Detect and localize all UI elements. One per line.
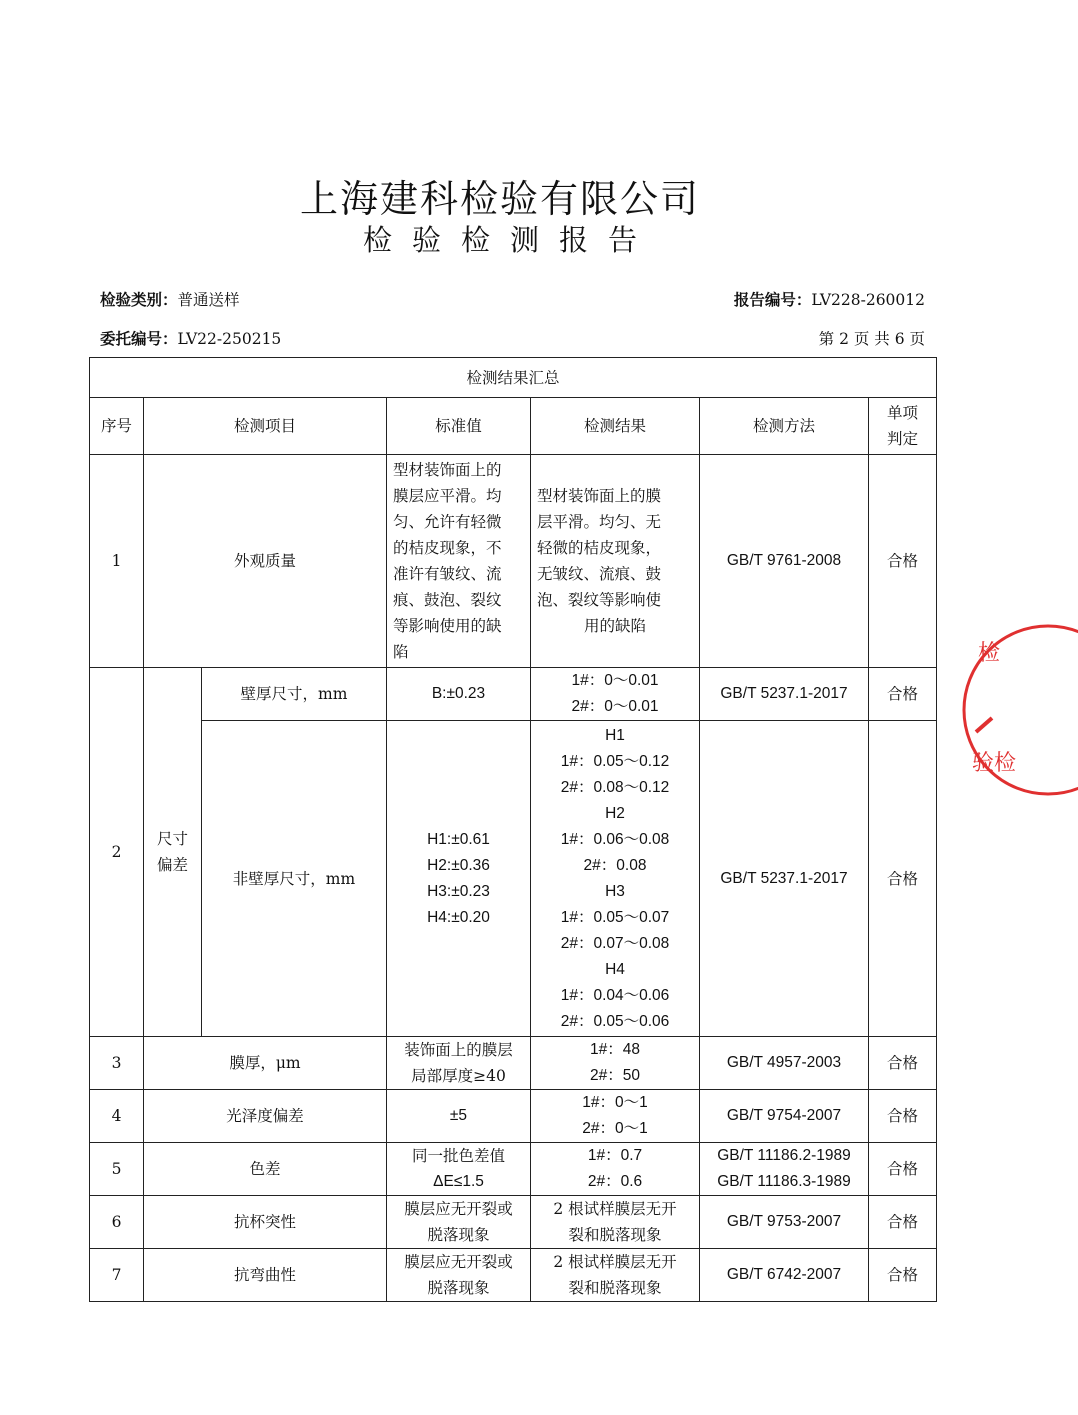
row1-standard <box>387 455 531 668</box>
row5-method-line: GB/T 11186.3-1989 <box>717 1173 851 1190</box>
seal-mark <box>976 718 992 732</box>
row5-verdict: 合格 <box>869 1143 937 1196</box>
row2-sub2-result-line: 1#：0.04～0.06 <box>560 986 670 1004</box>
row2-sub2-result-line: 1#：0.05～0.12 <box>560 752 670 770</box>
inspection-seal-stamp <box>958 620 1078 800</box>
table-caption-row <box>90 358 937 398</box>
row2-sub1-result-line: 2#：0～0.01 <box>571 698 659 715</box>
row1-result-line: 泡、裂纹等影响使 <box>537 591 662 609</box>
report-number <box>734 288 925 310</box>
page-info: 第 2 页 共 6 页 <box>818 330 925 348</box>
row5-standard-line: ΔE≤1.5 <box>433 1173 484 1190</box>
inspection-category-value: 普通送样 <box>177 291 240 309</box>
row3-item: 膜厚，μm <box>144 1037 387 1090</box>
row7-result-line: 裂和脱落现象 <box>568 1279 662 1297</box>
row1-method: GB/T 9761-2008 <box>700 455 869 668</box>
row3-seq: 3 <box>90 1037 144 1090</box>
row3-method: GB/T 4957-2003 <box>700 1037 869 1090</box>
table-row <box>90 1037 937 1090</box>
row6-result <box>531 1196 700 1249</box>
commission-number <box>100 327 281 349</box>
row5-result-line: 2#：0.6 <box>587 1173 643 1190</box>
row1-standard-line: 准许有皱纹、流 <box>393 565 502 583</box>
row3-standard-line: 局部厚度≥40 <box>411 1067 506 1085</box>
row1-standard-line: 型材装饰面上的 <box>393 461 502 479</box>
row1-standard-line: 匀、允许有轻微 <box>393 513 502 531</box>
row2-sub2-result-line: H1 <box>605 726 625 744</box>
row2-sub1-method: GB/T 5237.1-2017 <box>700 668 869 721</box>
row1-standard-line: 的桔皮现象，不 <box>393 539 502 557</box>
row6-item: 抗杯突性 <box>144 1196 387 1249</box>
col-verdict-header-line2: 判定 <box>887 430 919 448</box>
row5-item: 色差 <box>144 1143 387 1196</box>
row3-standard-line: 装饰面上的膜层 <box>404 1041 513 1059</box>
table-row <box>90 721 937 1037</box>
row6-standard-line: 膜层应无开裂或 <box>404 1200 513 1218</box>
row6-standard <box>387 1196 531 1249</box>
row2-sub2-item: 非壁厚尺寸，mm <box>202 721 387 1037</box>
row2-sub2-verdict: 合格 <box>869 721 937 1037</box>
row7-standard <box>387 1249 531 1302</box>
row2-sub2-result-line: 2#：0.08 <box>583 856 647 874</box>
row4-result-line: 2#：0～1 <box>582 1120 648 1137</box>
report-number-value: LV228-260012 <box>811 291 925 309</box>
commission-number-value: LV22-250215 <box>177 330 282 348</box>
row4-seq: 4 <box>90 1090 144 1143</box>
seal-chars: 验检 <box>972 751 1017 776</box>
row4-method: GB/T 9754-2007 <box>700 1090 869 1143</box>
row2-sub1-standard: B:±0.23 <box>387 668 531 721</box>
row2-sub2-result-line: H4 <box>605 960 625 978</box>
row7-seq: 7 <box>90 1249 144 1302</box>
col-verdict-header <box>869 398 937 455</box>
row7-item: 抗弯曲性 <box>144 1249 387 1302</box>
row2-sub2-result-line: 2#：0.08～0.12 <box>560 778 670 796</box>
row2-sub2-method: GB/T 5237.1-2017 <box>700 721 869 1037</box>
row6-result-line: 2 根试样膜层无开 <box>553 1200 677 1218</box>
row6-verdict: 合格 <box>869 1196 937 1249</box>
row2-sub2-result-line: 2#：0.07～0.08 <box>560 934 670 952</box>
row3-result <box>531 1037 700 1090</box>
row2-sub2-standard-line: H3:±0.23 <box>427 882 490 900</box>
company-name: 上海建科检验有限公司 <box>299 177 700 221</box>
row3-result-line: 1#：48 <box>590 1041 640 1058</box>
row2-sub2-result <box>531 721 700 1037</box>
col-standard-header: 标准值 <box>387 398 531 455</box>
row3-standard <box>387 1037 531 1090</box>
row2-sub2-standard-line: H1:±0.61 <box>427 830 490 848</box>
row2-sub2-result-line: 2#：0.05～0.06 <box>560 1012 670 1030</box>
row4-result <box>531 1090 700 1143</box>
results-table <box>89 357 937 1302</box>
row1-standard-line: 陷 <box>393 643 409 661</box>
row2-sub2-standard <box>387 721 531 1037</box>
row1-verdict: 合格 <box>869 455 937 668</box>
row4-verdict: 合格 <box>869 1090 937 1143</box>
table-row <box>90 668 937 721</box>
report-number-label: 报告编号： <box>733 290 812 309</box>
row7-standard-line: 膜层应无开裂或 <box>404 1253 513 1271</box>
row5-result <box>531 1143 700 1196</box>
row2-sub2-standard-line: H2:±0.36 <box>427 856 490 874</box>
table-row <box>90 455 937 668</box>
row2-sub1-result <box>531 668 700 721</box>
row1-item: 外观质量 <box>144 455 387 668</box>
row1-standard-line: 等影响使用的缺 <box>393 617 502 635</box>
row1-seq: 1 <box>90 455 144 668</box>
row1-standard-line: 膜层应平滑。均 <box>393 487 502 505</box>
col-result-header: 检测结果 <box>531 398 700 455</box>
row5-method-line: GB/T 11186.2-1989 <box>717 1147 851 1164</box>
row5-seq: 5 <box>90 1143 144 1196</box>
row2-sub1-item: 壁厚尺寸，mm <box>202 668 387 721</box>
row2-sub2-result-line: H3 <box>605 882 625 900</box>
row4-standard: ±5 <box>387 1090 531 1143</box>
table-caption: 检测结果汇总 <box>90 358 937 398</box>
row5-method <box>700 1143 869 1196</box>
report-title: 检验检测报告 <box>362 223 657 257</box>
row4-item: 光泽度偏差 <box>144 1090 387 1143</box>
row7-standard-line: 脱落现象 <box>427 1279 490 1297</box>
row1-result-line: 无皱纹、流痕、鼓 <box>537 565 662 583</box>
row2-group-line2: 偏差 <box>156 856 188 874</box>
commission-number-label: 委托编号： <box>100 329 178 348</box>
table-row <box>90 1249 937 1302</box>
seal-char: 检 <box>978 641 1001 666</box>
row2-sub1-verdict: 合格 <box>869 668 937 721</box>
table-row <box>90 1196 937 1249</box>
row7-result-line: 2 根试样膜层无开 <box>553 1253 677 1271</box>
col-method-header: 检测方法 <box>700 398 869 455</box>
row2-sub1-result-line: 1#：0～0.01 <box>571 672 659 689</box>
row1-result-line: 型材装饰面上的膜 <box>537 487 662 505</box>
row5-result-line: 1#：0.7 <box>587 1147 643 1164</box>
col-item-header: 检测项目 <box>144 398 387 455</box>
inspection-category-label: 检验类别： <box>100 290 178 309</box>
row3-result-line: 2#：50 <box>590 1067 640 1084</box>
table-row <box>90 1090 937 1143</box>
row1-result-line: 轻微的桔皮现象， <box>537 539 662 557</box>
row5-standard <box>387 1143 531 1196</box>
row1-result-line: 层平滑。均匀、无 <box>537 513 662 531</box>
row5-standard-line: 同一批色差值 <box>411 1147 505 1165</box>
row3-verdict: 合格 <box>869 1037 937 1090</box>
row7-result <box>531 1249 700 1302</box>
row2-sub2-result-line: 1#：0.06～0.08 <box>560 830 670 848</box>
row2-sub2-result-line: 1#：0.05～0.07 <box>560 908 670 926</box>
row2-sub2-result-line: H2 <box>605 804 625 822</box>
row6-standard-line: 脱落现象 <box>427 1226 490 1244</box>
table-row <box>90 1143 937 1196</box>
row2-group-line1: 尺寸 <box>156 830 188 848</box>
col-verdict-header-line1: 单项 <box>887 404 919 422</box>
row1-standard-line: 痕、鼓泡、裂纹 <box>393 591 502 609</box>
inspection-category <box>100 288 240 310</box>
row2-group <box>144 668 202 1037</box>
row2-seq: 2 <box>90 668 144 1037</box>
col-seq-header: 序号 <box>90 398 144 455</box>
row2-sub2-standard-line: H4:±0.20 <box>427 908 490 926</box>
row6-result-line: 裂和脱落现象 <box>568 1226 662 1244</box>
row4-result-line: 1#：0～1 <box>582 1094 648 1111</box>
row6-seq: 6 <box>90 1196 144 1249</box>
row7-method: GB/T 6742-2007 <box>700 1249 869 1302</box>
table-header-row <box>90 398 937 455</box>
row1-result-line: 用的缺陷 <box>583 617 646 635</box>
row7-verdict: 合格 <box>869 1249 937 1302</box>
row6-method: GB/T 9753-2007 <box>700 1196 869 1249</box>
row1-result <box>531 455 700 668</box>
